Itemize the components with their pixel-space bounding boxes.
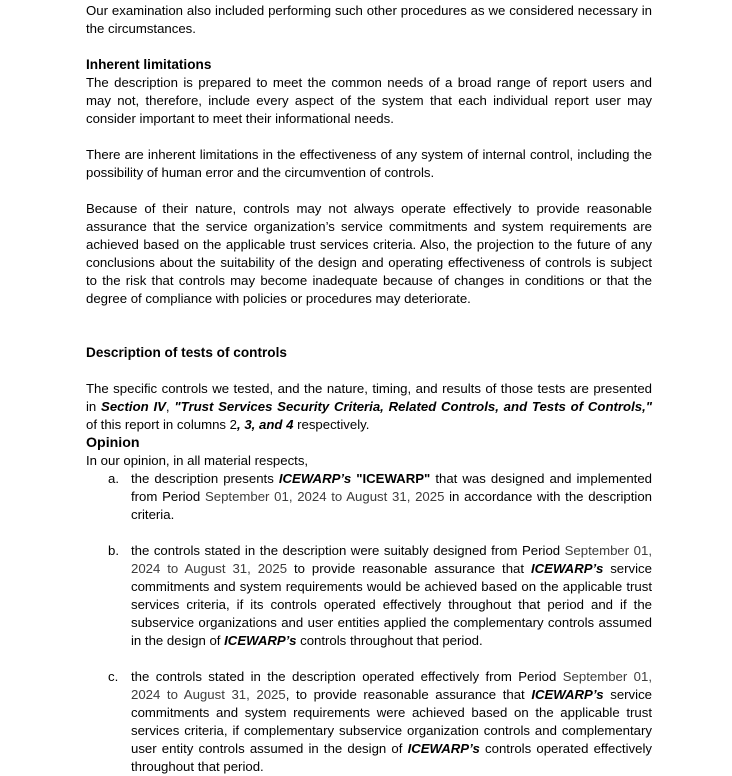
text-fragment: respectively. (293, 417, 370, 432)
company-name: ICEWARP’s (530, 561, 604, 576)
date-range: September 01, 2024 to August 31, 2025 (204, 489, 445, 504)
intro-paragraph: Our examination also included performing such other procedures as we considered necessary in the circumstances. (86, 3, 652, 36)
section-reference: Section IV (101, 399, 166, 414)
opinion-item-b (86, 542, 652, 650)
text-fragment: service commitments and system requirements would be achieved based on the applicable trust services criteria, if its controls operated effectively throughout that period and if the subservice organizations and user entities applied the complementary controls assumed in the design of (131, 561, 652, 648)
tests-of-controls-heading: Description of tests of controls (86, 345, 287, 360)
spacer (86, 308, 652, 344)
text-fragment: to provide reasonable assurance that (287, 561, 531, 576)
inherent-limitations-paragraph-1: The description is prepared to meet the common needs of a broad range of report users and may not, therefore, include every aspect of the system that each individual report user may consider important to meet their informational needs. (86, 75, 652, 126)
date-range: September 01, 2024 to August 31, 2025 (131, 543, 652, 576)
text-fragment: in accordance with the description criteria. (131, 489, 652, 522)
text-fragment: the controls stated in the description operated effectively from Period (131, 669, 563, 684)
text-fragment: that was designed and implemented from Period (131, 471, 652, 504)
spacer (86, 38, 652, 56)
date-range: September 01, 2024 to August 31, 2025 (131, 669, 652, 702)
columns-emphasis: , 3, and 4 (237, 417, 294, 432)
inherent-limitations-paragraph-3: Because of their nature, controls may not always operate effectively to provide reasonable assurance that the service organization’s service commitments and system requirements are achieved based on the applicable trust services criteria. Also, the projection to the future of any conclusions about the suitability of the design and operating effectiveness of controls is subject to the risk that controls may become inadequate because of changes in conditions or that the degree of compliance with policies or procedures may deteriorate. (86, 201, 652, 306)
text-fragment: , to provide reasonable assurance that (285, 687, 532, 702)
opinion-lead: In our opinion, in all material respects, (86, 453, 309, 468)
opinion-heading: Opinion (86, 435, 140, 451)
company-name: ICEWARP’s (531, 687, 604, 702)
company-name: ICEWARP’s (224, 633, 297, 648)
text-fragment: controls throughout that period. (296, 633, 483, 648)
spacer (86, 182, 652, 200)
text-fragment: , (165, 399, 175, 414)
text-fragment: the description presents (131, 471, 279, 486)
inherent-limitations-paragraph-2: There are inherent limitations in the effectiveness of any system of internal control, including the possibility of human error and the circumvention of controls. (86, 147, 652, 180)
system-name: "ICEWARP" (356, 471, 431, 486)
spacer (86, 362, 652, 380)
text-fragment: the controls stated in the description were suitably designed from Period (131, 543, 565, 558)
opinion-item-a (86, 470, 652, 524)
tests-of-controls-paragraph (86, 380, 652, 434)
company-name: ICEWARP’s (407, 741, 480, 756)
list-marker: b. (108, 543, 119, 558)
text-fragment: service commitments and system requirements were achieved based on the applicable trust services criteria, if complementary subservice organization controls and complementary user entity controls assumed in the design of (131, 687, 652, 756)
text-fragment: controls operated effectively throughout that period. (131, 741, 652, 774)
inherent-limitations-heading: Inherent limitations (86, 57, 212, 72)
spacer (86, 128, 652, 146)
opinion-list (86, 470, 652, 776)
list-marker: c. (108, 669, 119, 684)
text-fragment: The specific controls we tested, and the nature, timing, and results of those tests are presented in (86, 381, 652, 414)
section-title: "Trust Services Security Criteria, Related Controls, and Tests of Controls," (174, 399, 652, 414)
company-name: ICEWARP’s (278, 471, 352, 486)
opinion-item-c (86, 668, 652, 776)
text-fragment: of this report in columns 2 (86, 417, 237, 432)
list-marker: a. (108, 471, 119, 486)
